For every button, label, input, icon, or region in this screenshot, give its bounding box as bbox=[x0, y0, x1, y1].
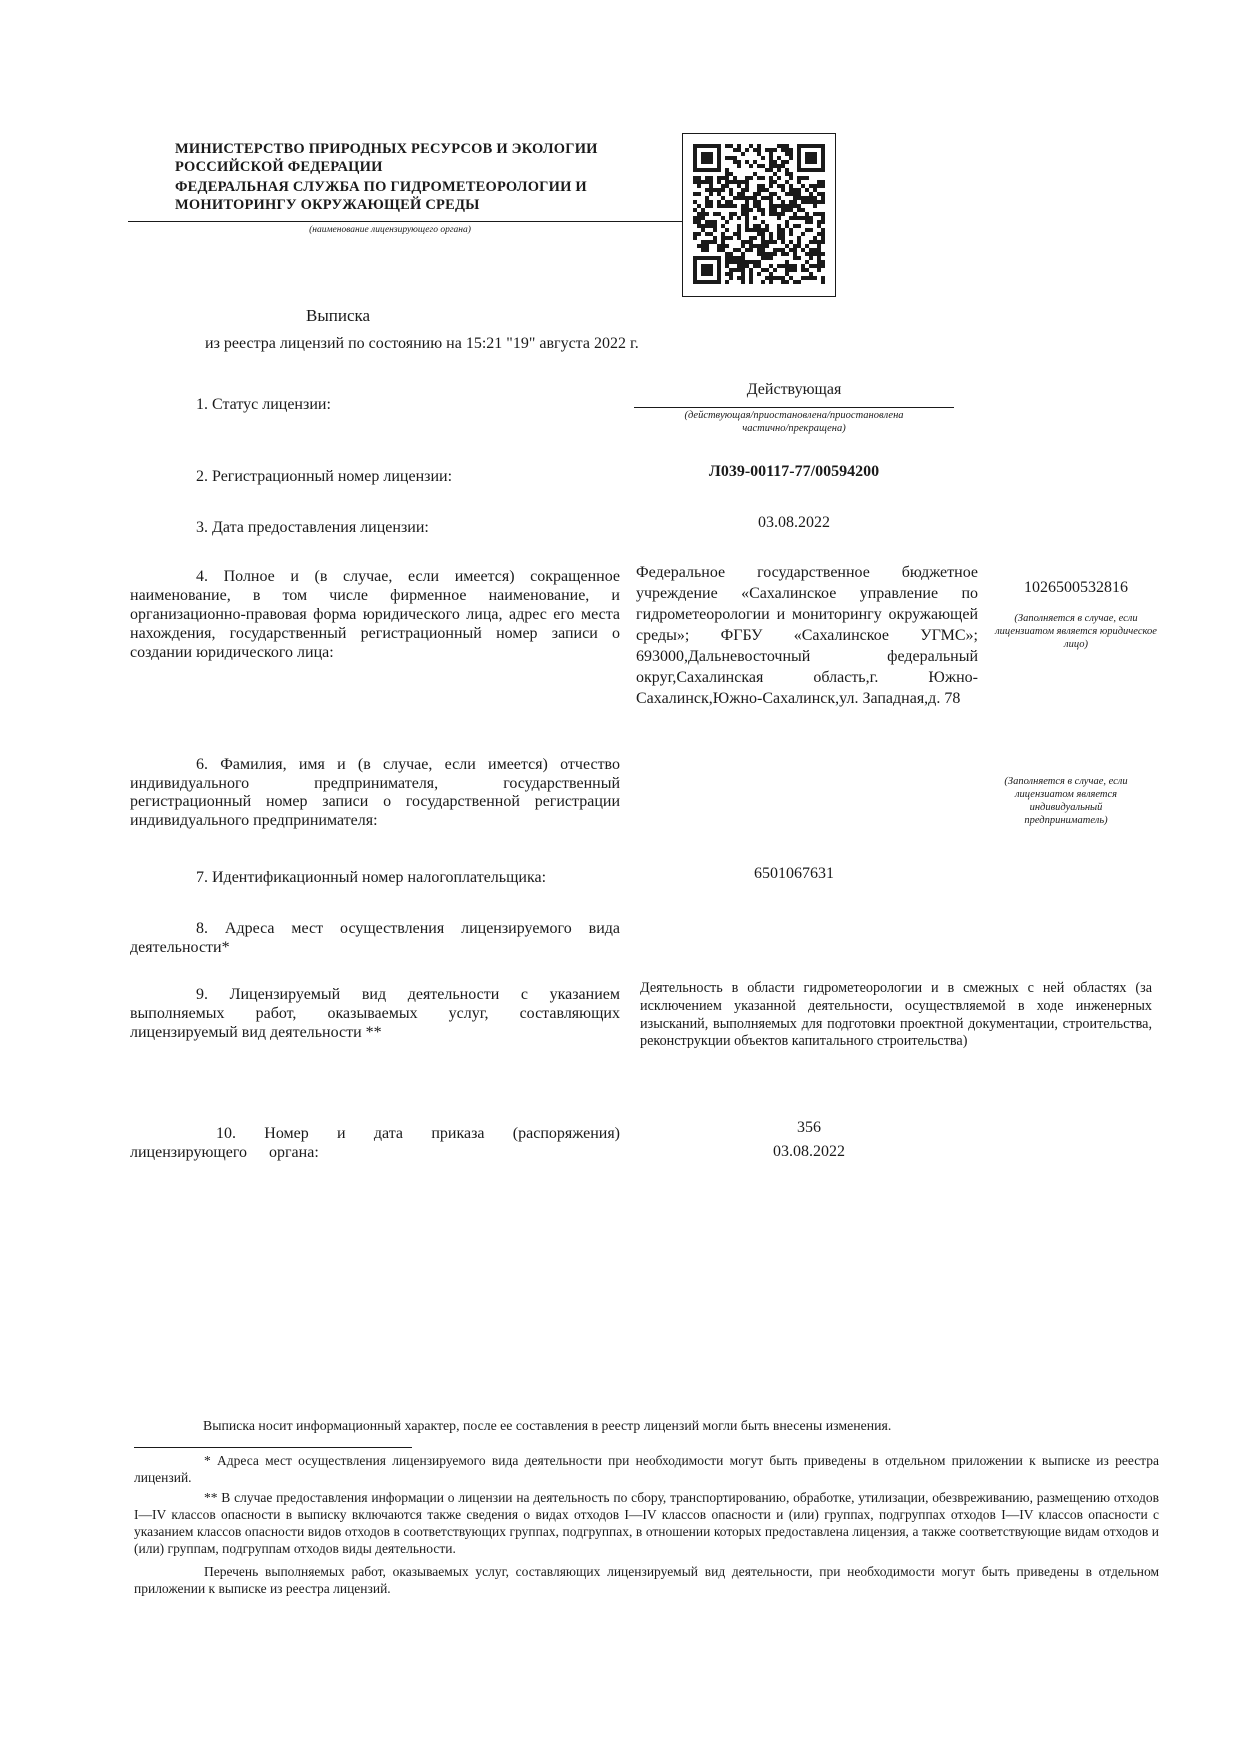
legal-entity-value: Федеральное государственное бюджетное учреждение «Сахалинское управление по гидрометеорологии и мониторингу окружающей среды»; ФГБУ «Сахалинское УГМС»; 693000,Дальневосточный федеральный округ,Сахалинская область,г. Южно-Сахалинск,Южно-Сахалинск,ул. Западная,д. 78 bbox=[636, 564, 978, 707]
regnum-value: Л039-00117-77/00594200 bbox=[708, 463, 880, 480]
legal-entity-label: 4. Полное и (в случае, если имеется) сокращенное наименование, в том числе фирменное наименование, и организационно-правовая форма юридического лица, адрес его места нахождения, государственный регистрационный номер записи о создании юридического лица: bbox=[130, 568, 620, 661]
authority-caption: (наименование лицензирующего органа) bbox=[309, 225, 471, 235]
authority-line-2: РОССИЙСКОЙ ФЕДЕРАЦИИ bbox=[175, 159, 383, 175]
entrepreneur-note: (Заполняется в случае, если лицензиатом является индивидуальный предприниматель) bbox=[1004, 776, 1128, 826]
page-subtitle: из реестра лицензий по состоянию на 15:21 "19" августа 2022 г. bbox=[205, 335, 639, 352]
footnote-2: ** В случае предоставления информации о лицензии на деятельность по сбору, транспортированию, обработке, утилизации, обезвреживанию, размещению отходов I—IV классов опасности в выписку включаются также сведения о видах отходов I—IV классов опасности и (или) группах, подгруппах отходов I—IV классов опасности с указанием классов опасности видов отходов в соответствующих группах, подгруппах, в отношении которых предоставлена лицензия, а также соответствующие видам отходов и (или) группам, подгруппам отходов виды деятельности. bbox=[134, 1490, 1159, 1556]
regnum-label: 2. Регистрационный номер лицензии: bbox=[196, 468, 453, 485]
date-label: 3. Дата предоставления лицензии: bbox=[196, 519, 429, 536]
footnote-1: * Адреса мест осуществления лицензируемого вида деятельности при необходимости могут быть приведены в отдельном приложении к выписке из реестра лицензий. bbox=[134, 1453, 1159, 1485]
order-date: 03.08.2022 bbox=[773, 1143, 845, 1160]
page-title: Выписка bbox=[306, 306, 371, 325]
activity-value: Деятельность в области гидрометеорологии и в смежных с ней областях (за исключением указанной деятельности, осуществляемой в ходе инженерных изысканий, выполняемых для подготовки проектной документации, строительства, реконструкции объектов капитального строительства) bbox=[640, 980, 1152, 1050]
legal-entity-ogrn: 1026500532816 bbox=[1024, 579, 1128, 596]
qr-code-icon bbox=[682, 133, 836, 297]
info-note: Выписка носит информационный характер, после ее составления в реестр лицензий могли быть внесены изменения. bbox=[203, 1418, 892, 1433]
legal-entity-note: (Заполняется в случае, если лицензиатом является юридическое лицо) bbox=[995, 613, 1157, 650]
order-label: 10. Номер и дата приказа (распоряжения) лицензирующего органа: bbox=[130, 1125, 620, 1161]
status-value: Действующая bbox=[746, 381, 842, 398]
entrepreneur-label: 6. Фамилия, имя и (в случае, если имеется) отчество индивидуального предпринимателя, государственный регистрационный номер записи о государственной регистрации индивидуального предпринимателя: bbox=[130, 756, 620, 829]
authority-underline bbox=[128, 221, 683, 222]
status-underline bbox=[634, 407, 954, 408]
order-number: 356 bbox=[797, 1119, 821, 1136]
footnote-3: Перечень выполняемых работ, оказываемых услуг, составляющих лицензируемый вид деятельности, при необходимости могут быть приведены в отдельном приложении к выписке из реестра лицензий. bbox=[134, 1564, 1159, 1596]
authority-line-3: ФЕДЕРАЛЬНАЯ СЛУЖБА ПО ГИДРОМЕТЕОРОЛОГИИ И bbox=[175, 179, 587, 195]
date-value: 03.08.2022 bbox=[758, 514, 830, 531]
authority-line-1: МИНИСТЕРСТВО ПРИРОДНЫХ РЕСУРСОВ И ЭКОЛОГИИ bbox=[175, 141, 598, 157]
inn-value: 6501067631 bbox=[754, 865, 834, 882]
footnote-separator bbox=[134, 1447, 412, 1448]
authority-name bbox=[175, 140, 675, 214]
inn-label: 7. Идентификационный номер налогоплательщика: bbox=[196, 869, 547, 886]
status-label: 1. Статус лицензии: bbox=[196, 396, 331, 413]
status-caption: (действующая/приостановлена/приостановлена частично/прекращена) bbox=[684, 410, 904, 434]
addresses-label: 8. Адреса мест осуществления лицензируемого вида деятельности* bbox=[130, 920, 620, 956]
authority-line-4: МОНИТОРИНГУ ОКРУЖАЮЩЕЙ СРЕДЫ bbox=[175, 197, 480, 213]
activity-label: 9. Лицензируемый вид деятельности с указанием выполняемых работ, оказываемых услуг, составляющих лицензируемый вид деятельности ** bbox=[130, 986, 620, 1041]
